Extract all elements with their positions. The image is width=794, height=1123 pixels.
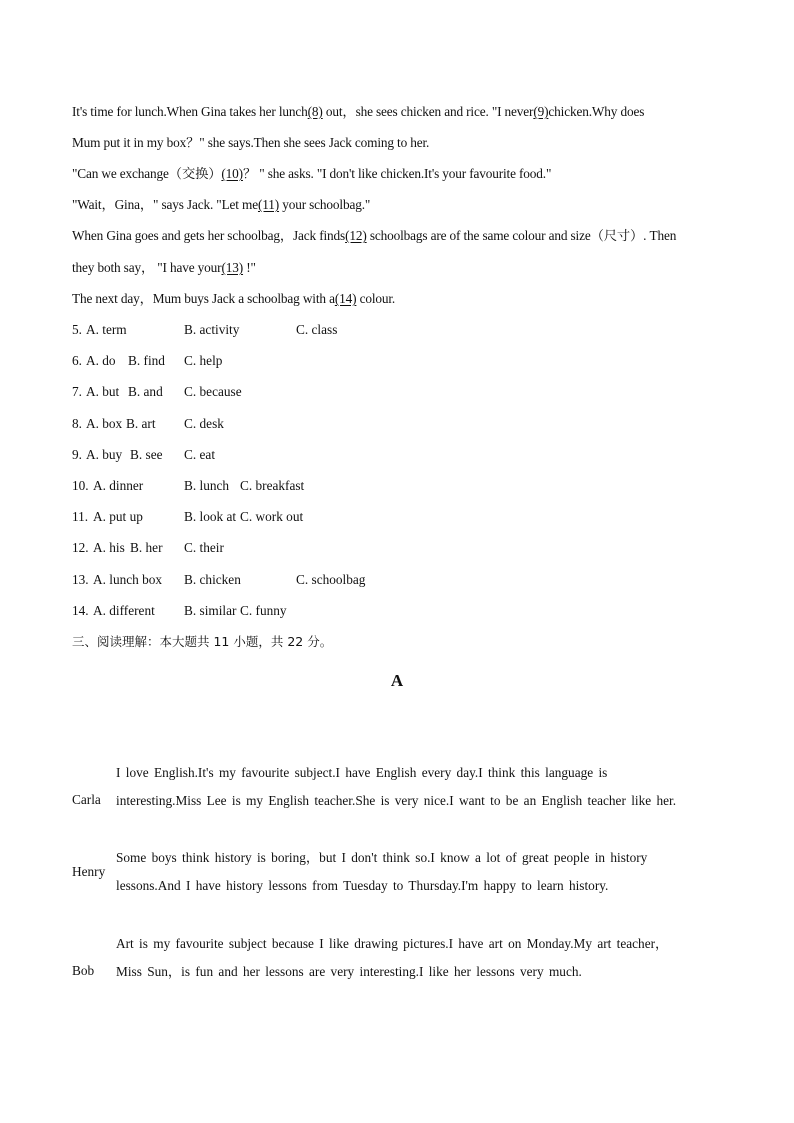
question-number: 6.	[72, 353, 82, 368]
passage-text: chicken.Why does	[548, 104, 645, 119]
option-b[interactable]: B. find	[128, 353, 165, 368]
option-b[interactable]: B. activity	[184, 322, 240, 337]
passage-line-1	[72, 104, 644, 120]
option-c[interactable]: C. funny	[240, 603, 287, 618]
question-number: 5.	[72, 322, 82, 337]
question-number: 9.	[72, 447, 82, 462]
option-a[interactable]: A. dinner	[93, 478, 144, 493]
option-a[interactable]: A. buy	[86, 447, 123, 462]
option-a[interactable]: A. different	[93, 603, 155, 618]
option-b[interactable]: B. lunch	[184, 478, 230, 493]
blank-11: (11)	[257, 197, 280, 212]
passage-text: schoolbags are of the same colour and size（尺寸）. Then	[366, 228, 677, 243]
section-heading: 三、阅读理解：本大题共 11 小题，共 22 分。	[72, 634, 333, 649]
option-a[interactable]: A. term	[86, 322, 127, 337]
passage-text: When Gina goes and gets her schoolbag，Jack finds	[72, 228, 346, 243]
passage-text: "Can we exchange（交换）	[72, 166, 222, 181]
option-c[interactable]: C. help	[184, 353, 223, 368]
option-c[interactable]: C. schoolbag	[296, 572, 366, 587]
option-a[interactable]: A. box	[86, 416, 123, 431]
question-number: 10.	[72, 478, 89, 493]
passage-line-3	[72, 166, 551, 182]
blank-14: (14)	[334, 291, 357, 306]
passage-text: "Wait，Gina，" says Jack. "Let me	[72, 197, 258, 212]
blank-9: (9)	[533, 104, 549, 119]
option-c[interactable]: C. their	[184, 540, 224, 555]
question-number: 11.	[72, 509, 89, 524]
passage-line-2	[72, 135, 429, 151]
passage-line-5	[72, 228, 676, 244]
passage-text: your schoolbag."	[279, 197, 371, 212]
passage-text: colour.	[356, 291, 396, 306]
option-c[interactable]: C. because	[184, 384, 242, 399]
passage-text: It's time for lunch.When Gina takes her lunch	[72, 104, 308, 119]
reader-name: Bob	[72, 963, 95, 978]
option-b[interactable]: B. her	[130, 540, 163, 555]
option-c[interactable]: C. desk	[184, 416, 224, 431]
option-c[interactable]: C. eat	[184, 447, 216, 462]
reader-text: I love English.It's my favourite subject.I have English every day.I think this language is interesting.Miss Lee is my English teacher.She is very nice.I want to be an English teacher like her.	[116, 765, 677, 808]
option-a[interactable]: A. lunch box	[93, 572, 163, 587]
option-c[interactable]: C. class	[296, 322, 338, 337]
question-number: 13.	[72, 572, 89, 587]
option-a[interactable]: A. but	[86, 384, 120, 399]
passage-line-4	[72, 197, 370, 213]
blank-12: (12)	[345, 228, 367, 243]
reader-name: Carla	[72, 792, 101, 807]
question-number: 14.	[72, 603, 89, 618]
question-number: 12.	[72, 540, 89, 555]
reader-name: Henry	[72, 864, 106, 879]
passage-text: The next day，Mum buys Jack a schoolbag with a	[72, 291, 335, 306]
blank-8: (8)	[307, 104, 323, 119]
passage-line-7	[72, 291, 395, 307]
option-b[interactable]: B. see	[130, 447, 163, 462]
option-b[interactable]: B. similar	[184, 603, 237, 618]
passage-text: they both say， "I have your	[72, 260, 222, 275]
option-b[interactable]: B. chicken	[184, 572, 241, 587]
passage-title: A	[390, 671, 404, 690]
option-c[interactable]: C. work out	[240, 509, 304, 524]
option-b[interactable]: B. and	[128, 384, 163, 399]
option-b[interactable]: B. art	[126, 416, 156, 431]
option-a[interactable]: A. put up	[93, 509, 143, 524]
option-b[interactable]: B. look at	[184, 509, 237, 524]
option-c[interactable]: C. breakfast	[240, 478, 305, 493]
passage-text: Mum put it in my box？" she says.Then she sees Jack coming to her.	[72, 135, 430, 150]
blank-10: (10)	[221, 166, 243, 181]
question-number: 8.	[72, 416, 82, 431]
passage-line-6	[72, 260, 256, 276]
passage-text: !"	[243, 260, 256, 275]
blank-13: (13)	[221, 260, 244, 275]
option-a[interactable]: A. do	[86, 353, 116, 368]
passage-text: out，she sees chicken and rice. "I never	[322, 104, 534, 119]
question-number: 7.	[72, 384, 82, 399]
reader-text: Some boys think history is boring，but I don't think so.I know a lot of great people in history lessons.And I have history lessons from Tuesday to Thursday.I'm happy to learn history.	[116, 850, 648, 893]
option-a[interactable]: A. his	[93, 540, 125, 555]
passage-text: ？ " she asks. "I don't like chicken.It's your favourite food."	[242, 166, 552, 181]
reader-text: Art is my favourite subject because I like drawing pictures.I have art on Monday.My art teacher，Miss Sun，is fun and her lessons are very interesting.I like her lessons very much.	[116, 936, 669, 979]
